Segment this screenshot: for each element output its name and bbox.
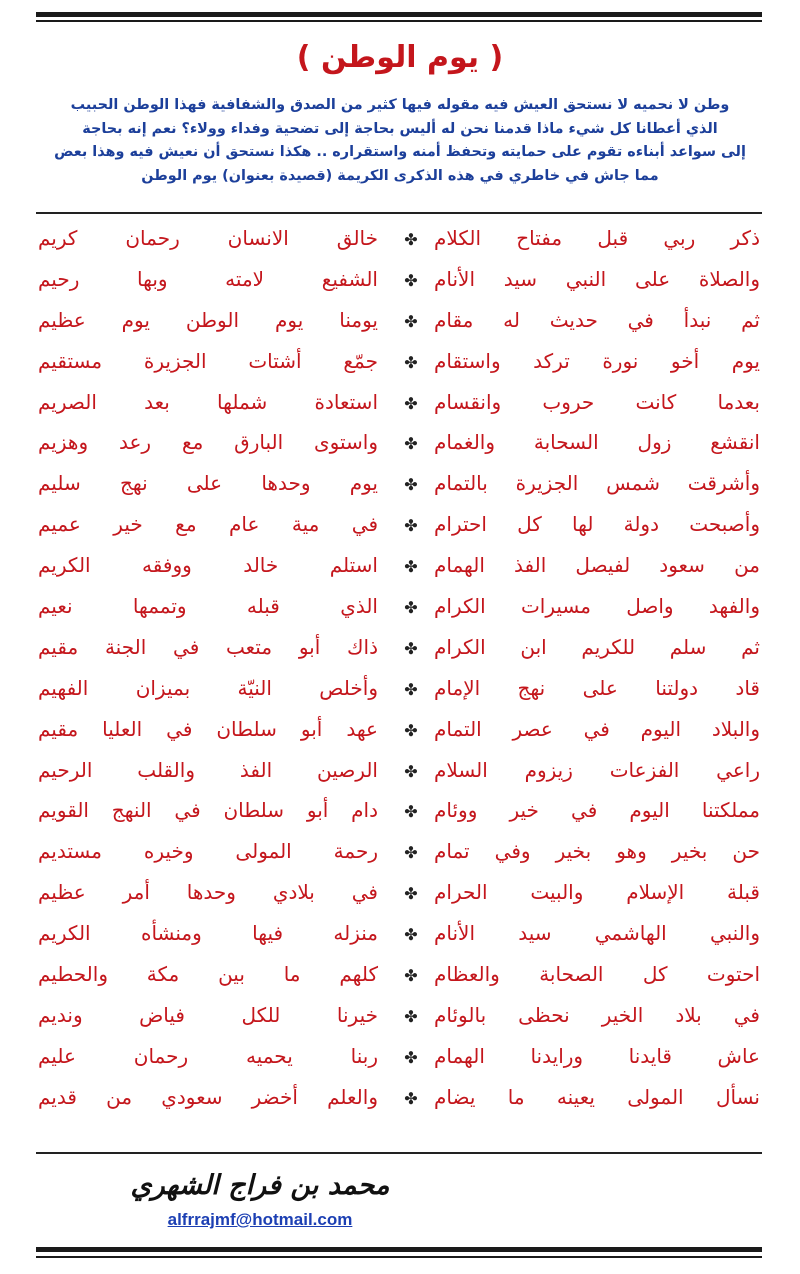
verse-row	[36, 631, 762, 672]
verses-divider-bottom	[36, 1152, 762, 1154]
author-signature: محمد بن فراج الشهري	[130, 1170, 390, 1201]
verse-row	[36, 1081, 762, 1122]
intro-line: الذي أعطانا كل شيء ماذا قدمنا نحن له أليس بحاجة إلى تضحية وفداء وولاء؟ نعم إنه بحاجة	[82, 120, 718, 137]
verse-first-hemistich: وأشرقت شمس الجزيرة بالتمام	[434, 471, 760, 496]
verse-separator-icon: ✤	[404, 966, 418, 986]
verse-row	[36, 1040, 762, 1081]
verses-divider-top	[36, 212, 762, 214]
verse-first-hemistich: بعدما كانت حروب وانقسام	[434, 389, 760, 414]
verse-second-hemistich: في مية عام مع خير عميم	[38, 512, 378, 537]
verse-second-hemistich: والعلم أخضر سعودي من قديم	[38, 1084, 378, 1109]
verse-row	[36, 263, 762, 304]
verse-separator-icon: ✤	[404, 557, 418, 577]
verse-first-hemistich: والبلاد اليوم في عصر التمام	[434, 716, 760, 741]
verse-second-hemistich: الذي قبله وتممها نعيم	[38, 594, 378, 619]
verse-second-hemistich: كلهم ما بين مكة والحطيم	[38, 962, 378, 987]
verse-second-hemistich: جمّع أشتات الجزيرة مستقيم	[38, 348, 378, 373]
verse-second-hemistich: استلم خالد ووفقه الكريم	[38, 553, 378, 578]
verse-separator-icon: ✤	[404, 598, 418, 618]
intro-line: إلى سواعد أبناءه تقوم على حمايته وتحفظ أمنه واستقراره .. هكذا نستحق أن نعيش فيه وهذا بعض	[54, 144, 746, 160]
verse-second-hemistich: واستوى البارق مع رعد وهزيم	[38, 430, 378, 455]
verse-first-hemistich: من سعود لفيصل الفذ الهمام	[434, 553, 760, 578]
verse-first-hemistich: ثم سلم للكريم ابن الكرام	[434, 634, 760, 659]
verse-separator-icon: ✤	[404, 516, 418, 536]
verse-second-hemistich: الشفيع لامته وبها رحيم	[38, 266, 378, 291]
verse-separator-icon: ✤	[404, 393, 418, 413]
verse-separator-icon: ✤	[404, 679, 418, 699]
intro-line: وطن لا نحميه لا نستحق العيش فيه مقوله فيها كثير من الصدق والشفافية فهذا الوطن الحبيب	[70, 97, 730, 113]
verse-separator-icon: ✤	[404, 1006, 418, 1026]
verse-second-hemistich: رحمة المولى وخيره مستديم	[38, 839, 378, 864]
verse-row	[36, 958, 762, 999]
verse-separator-icon: ✤	[404, 884, 418, 904]
poem-title: ( يوم الوطن )	[296, 40, 504, 75]
verse-separator-icon: ✤	[404, 1047, 418, 1067]
intro-paragraph	[38, 94, 762, 188]
verse-second-hemistich: في بلادي وحدها أمر عظيم	[38, 880, 378, 905]
verse-first-hemistich: حن بخير وهو بخير وفي تمام	[434, 839, 760, 864]
verse-second-hemistich: عهد أبو سلطان في العليا مقيم	[38, 716, 378, 741]
verse-row	[36, 917, 762, 958]
verse-second-hemistich: منزله فيها ومنشأه الكريم	[38, 921, 378, 946]
verse-row	[36, 835, 762, 876]
verse-row	[36, 304, 762, 345]
top-border-thick	[36, 12, 762, 17]
verse-row	[36, 794, 762, 835]
verse-first-hemistich: والصلاة على النبي سيد الأنام	[434, 266, 760, 291]
verse-second-hemistich: خيرنا للكل فياض ونديم	[38, 1002, 378, 1027]
verse-first-hemistich: وأصبحت دولة لها كل احترام	[434, 512, 760, 537]
verse-separator-icon: ✤	[404, 352, 418, 372]
verse-row	[36, 999, 762, 1040]
verse-separator-icon: ✤	[404, 802, 418, 822]
verse-first-hemistich: قبلة الإسلام والبيت الحرام	[434, 880, 760, 905]
verse-first-hemistich: عاش قايدنا ورايدنا الهمام	[434, 1043, 760, 1068]
verse-row	[36, 386, 762, 427]
verse-row	[36, 508, 762, 549]
top-border-thin	[36, 20, 762, 22]
verse-row	[36, 876, 762, 917]
verse-second-hemistich: خالق الانسان رحمان كريم	[38, 226, 378, 250]
verse-row	[36, 222, 762, 263]
verse-second-hemistich: الرصين الفذ والقلب الرحيم	[38, 757, 378, 782]
verse-separator-icon: ✤	[404, 843, 418, 863]
verse-second-hemistich: استعادة شملها بعد الصريم	[38, 389, 378, 414]
verse-second-hemistich: ربنا يحميه رحمان عليم	[38, 1043, 378, 1068]
bottom-border-thick	[36, 1247, 762, 1252]
poem-verses	[36, 222, 762, 1122]
verse-first-hemistich: نسأل المولى يعينه ما يضام	[434, 1084, 760, 1109]
verse-row	[36, 713, 762, 754]
verse-first-hemistich: والنبي الهاشمي سيد الأنام	[434, 921, 760, 946]
verse-first-hemistich: يوم أخو نورة تركد واستقام	[434, 348, 760, 373]
verse-second-hemistich: يومنا يوم الوطن يوم عظيم	[38, 307, 378, 332]
verse-first-hemistich: مملكتنا اليوم في خير ووئام	[434, 798, 760, 823]
verse-first-hemistich: قاد دولتنا على نهج الإمام	[434, 675, 760, 700]
verse-first-hemistich: ذكر ربي قبل مفتاح الكلام	[434, 226, 760, 250]
verse-separator-icon: ✤	[404, 1088, 418, 1108]
verse-separator-icon: ✤	[404, 638, 418, 658]
verse-row	[36, 754, 762, 795]
verse-separator-icon: ✤	[404, 270, 418, 290]
verse-row	[36, 345, 762, 386]
verse-row	[36, 467, 762, 508]
verse-separator-icon: ✤	[404, 761, 418, 781]
bottom-border-thin	[36, 1256, 762, 1258]
verse-row	[36, 549, 762, 590]
verse-second-hemistich: وأخلص النيّة بميزان الفهيم	[38, 675, 378, 700]
verse-second-hemistich: يوم وحدها على نهج سليم	[38, 471, 378, 496]
verse-second-hemistich: ذاك أبو متعب في الجنة مقيم	[38, 634, 378, 659]
verse-row	[36, 672, 762, 713]
verse-separator-icon: ✤	[404, 720, 418, 740]
verse-separator-icon: ✤	[404, 925, 418, 945]
author-email-link[interactable]: alfrrajmf@hotmail.com	[167, 1210, 353, 1229]
verse-first-hemistich: احتوت كل الصحابة والعظام	[434, 962, 760, 987]
verse-first-hemistich: ثم نبدأ في حديث له مقام	[434, 307, 760, 332]
verse-second-hemistich: دام أبو سلطان في النهج القويم	[38, 798, 378, 823]
verse-row	[36, 426, 762, 467]
verse-first-hemistich: في بلاد الخير نحظى بالوئام	[434, 1002, 760, 1027]
verse-separator-icon: ✤	[404, 434, 418, 454]
verse-first-hemistich: راعي الفزعات زيزوم السلام	[434, 757, 760, 782]
verse-first-hemistich: انقشع زول السحابة والغمام	[434, 430, 760, 455]
verse-separator-icon: ✤	[404, 230, 418, 249]
verse-separator-icon: ✤	[404, 475, 418, 495]
verse-separator-icon: ✤	[404, 311, 418, 331]
verse-row	[36, 590, 762, 631]
intro-line: مما جاش في خاطري في هذه الذكرى الكريمة (قصيدة بعنوان) يوم الوطن	[141, 167, 659, 184]
verse-first-hemistich: والفهد واصل مسيرات الكرام	[434, 594, 760, 619]
